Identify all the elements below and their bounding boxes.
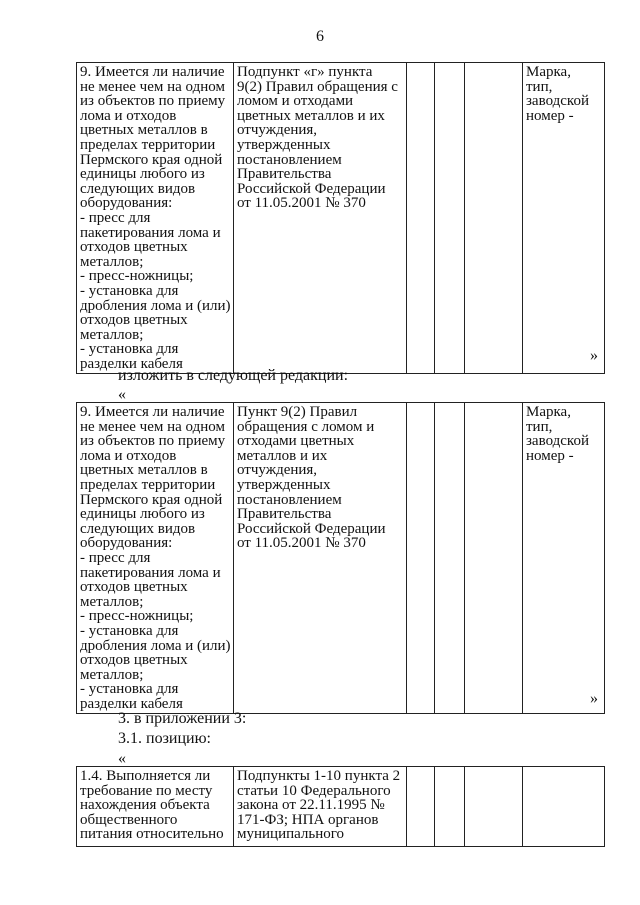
opening-quote: «: [118, 386, 126, 403]
empty-cell: [465, 63, 523, 374]
empty-cell: [407, 63, 435, 374]
question-cell: 9. Имеется ли наличие не менее чем на одном из объектов по приему лома и отходов цветных металлов в пределах территории Пермского края одной единицы любого из следующих видов оборудования: - пресс для пакетирования лома и отходов цветных металлов; - пресс-ножницы; - установка для дробления лома и (или) отходов цветных металлов; - установка для разделки кабеля: [77, 63, 234, 374]
question-cell: 9. Имеется ли наличие не менее чем на одном из объектов по приему лома и отходов цветных металлов в пределах территории Пермского края одной единицы любого из следующих видов оборудования: - пресс для пакетирования лома и отходов цветных металлов; - пресс-ножницы; - установка для дробления лома и (или) отходов цветных металлов; - установка для разделки кабеля: [77, 403, 234, 714]
requirements-table-revised: [76, 402, 605, 714]
note-cell: Марка, тип, заводской номер -: [523, 63, 605, 374]
empty-cell: [407, 767, 435, 847]
empty-cell: [407, 403, 435, 714]
requirements-table-original: [76, 62, 605, 374]
empty-cell: [435, 63, 465, 374]
empty-cell: [465, 403, 523, 714]
section-heading: 3. в приложении 3:: [118, 710, 247, 727]
closing-quote: »: [590, 347, 598, 364]
reference-cell: Пункт 9(2) Правил обращения с ломом и отходами цветных металлов и их отчуждения, утвержденных постановлением Правительства Российской Федерации от 11.05.2001 № 370: [234, 403, 407, 714]
empty-cell: [435, 767, 465, 847]
instruction-text: изложить в следующей редакции:: [118, 367, 349, 384]
empty-cell: [465, 767, 523, 847]
question-cell: 1.4. Выполняется ли требование по месту нахождения объекта общественного питания относительно: [77, 767, 234, 847]
requirements-table-appendix3: [76, 766, 605, 847]
reference-cell: Подпункт «г» пункта 9(2) Правил обращения с ломом и отходами цветных металлов и их отчуждения, утвержденных постановлением Правительства Российской Федерации от 11.05.2001 № 370: [234, 63, 407, 374]
note-cell: Марка, тип, заводской номер -: [523, 403, 605, 714]
closing-quote: »: [590, 690, 598, 707]
reference-cell: Подпункты 1-10 пункта 2 статьи 10 Федерального закона от 22.11.1995 № 171-ФЗ; НПА органов муниципального: [234, 767, 407, 847]
page-number: 6: [316, 28, 324, 45]
subsection-heading: 3.1. позицию:: [118, 730, 211, 747]
opening-quote: «: [118, 750, 126, 767]
empty-cell: [435, 403, 465, 714]
empty-cell: [523, 767, 605, 847]
